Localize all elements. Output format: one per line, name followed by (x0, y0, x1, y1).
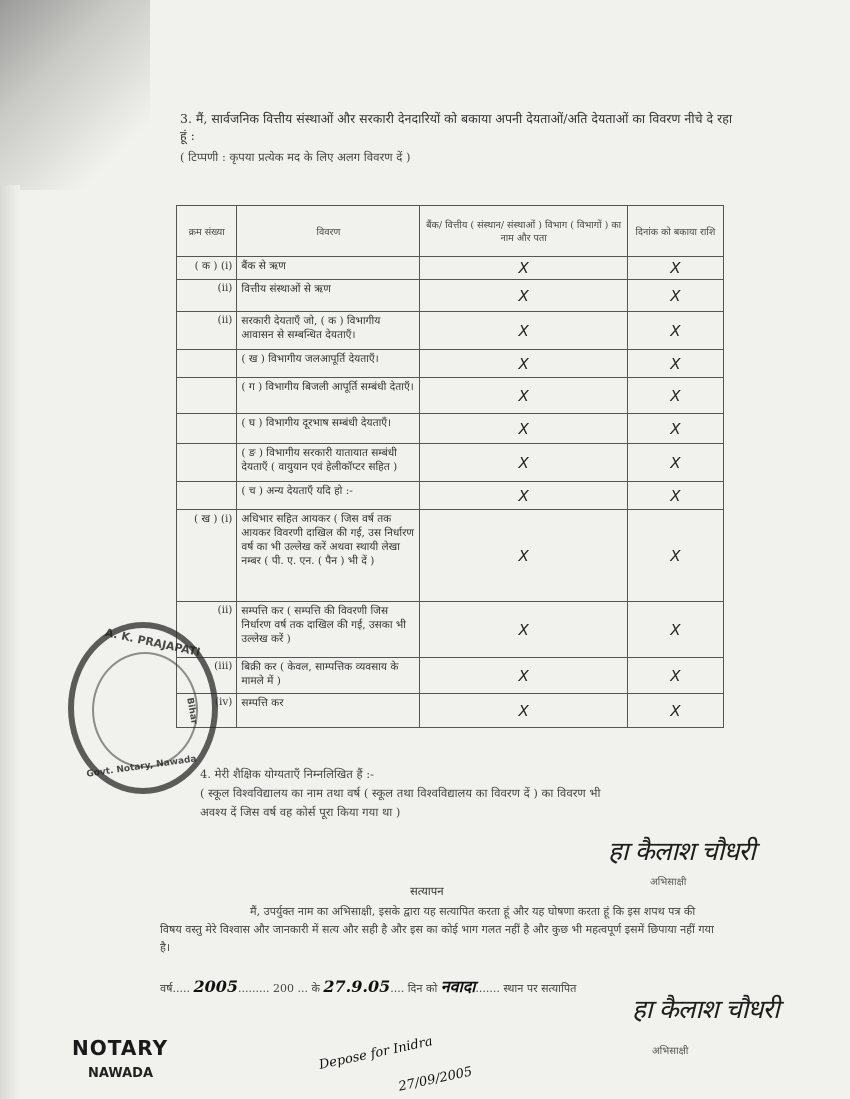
row-serial (177, 414, 237, 444)
seal-bottom-text: Govt. Notary, Nawada (85, 754, 198, 780)
page-fold (0, 185, 20, 1099)
row-bank: X (420, 378, 627, 414)
seal-top-text: A. K. PRAJAPATI (103, 626, 202, 659)
row-description: बैंक से ऋण (237, 257, 420, 280)
liabilities-table (176, 205, 724, 728)
seal-inner-ring (92, 652, 198, 768)
header-description: विवरण (237, 206, 420, 257)
place-label: स्थान पर सत्यापित (503, 982, 577, 995)
table-row (177, 312, 724, 350)
row-amount: X (627, 378, 723, 414)
row-serial (177, 482, 237, 510)
row-amount: X (627, 510, 723, 602)
row-description: सम्पत्ति कर (237, 694, 420, 728)
row-amount: X (627, 658, 723, 694)
section-note: ( टिप्पणी : कृपया प्रत्येक मद के लिए अलग विवरण दें ) (180, 150, 411, 164)
row-bank: X (420, 350, 627, 378)
row-amount: X (627, 694, 723, 728)
education-line-1: 4. मेरी शैक्षिक योग्यताएँ निम्नलिखित हैं :- (200, 767, 374, 781)
row-description: सम्पत्ति कर ( सम्पत्ति की विवरणी जिस निर्धारण वर्ष तक दाखिल की गई, उसका भी उल्लेख करें ) (237, 602, 420, 658)
table-row (177, 482, 724, 510)
table-row (177, 257, 724, 280)
header-serial: क्रम संख्या (177, 206, 237, 257)
education-line-3: अवश्य दें जिस वर्ष वह कोर्स पूरा किया गया था ) (200, 805, 401, 819)
row-serial (177, 444, 237, 482)
row-description: ( ग ) विभागीय बिजली आपूर्ति सम्बंधी देताएँ। (237, 378, 420, 414)
scan-shadow (0, 0, 150, 190)
row-description: ( ख ) विभागीय जलआपूर्ति देयताएँ। (237, 350, 420, 378)
education-line-2: ( स्कूल विश्वविद्यालय का नाम तथा वर्ष ( स्कूल तथा विश्वविद्यालय का विवरण दें ) का विवरण भी (200, 786, 601, 800)
place-value: नवादा (440, 977, 476, 996)
row-description: ( ङ ) विभागीय सरकारी यातायात सम्बंधी देयताएँ ( वायुयान एवं हेलीकॉप्टर सहित ) (237, 444, 420, 482)
handwritten-note-line-1: Depose for Inidra (317, 1034, 434, 1073)
row-description: वित्तीय संस्थाओं से ऋण (237, 280, 420, 312)
row-description: बिक्री कर ( केवल, साम्पत्तिक व्यवसाय के मामले में ) (237, 658, 420, 694)
table-row (177, 414, 724, 444)
row-bank: X (420, 257, 627, 280)
row-serial: (ii) (177, 312, 237, 350)
table-row (177, 350, 724, 378)
header-amount: दिनांक को बकाया राशि (627, 206, 723, 257)
row-amount: X (627, 257, 723, 280)
row-serial (177, 350, 237, 378)
table-row (177, 694, 724, 728)
verification-title: सत्यापन (410, 884, 444, 898)
row-serial: ( क ) (i) (177, 257, 237, 280)
row-amount: X (627, 350, 723, 378)
row-bank: X (420, 510, 627, 602)
row-amount: X (627, 444, 723, 482)
row-amount: X (627, 280, 723, 312)
table-row (177, 378, 724, 414)
row-amount: X (627, 602, 723, 658)
year-label: वर्ष (160, 982, 173, 995)
row-serial (177, 378, 237, 414)
handwritten-note-line-2: 27/09/2005 (397, 1064, 474, 1095)
verification-date-line: वर्ष..... 2005......... 200 ... के 27.9.05.... दिन को नवादा....... स्थान पर सत्यापित (160, 977, 577, 996)
deponent-label-2: अभिसाक्षी (652, 1046, 689, 1057)
row-serial: (iii) (177, 658, 237, 694)
table-row (177, 602, 724, 658)
table-row (177, 444, 724, 482)
notary-seal-stamp (68, 622, 218, 794)
row-serial: (iv) (177, 694, 237, 728)
row-description: ( च ) अन्य देयताएँ यदि हो :- (237, 482, 420, 510)
row-bank: X (420, 312, 627, 350)
row-amount: X (627, 414, 723, 444)
notary-stamp-title: NOTARY (72, 1036, 169, 1060)
verification-text: मैं, उपर्युक्त नाम का अभिसाक्षी, इसके द्वारा यह सत्यापित करता हूं और यह घोषणा करता हूं कि इस शपथ पत्र की विषय वस्तु मेरे विश्वास और जानकारी में सत्य और सही है और इस का कोई भाग गलत नहीं है और कुछ भी महत्वपूर्ण इसमें छिपाया नहीं गया है। (160, 905, 714, 954)
row-description: ( घ ) विभागीय दूरभाष सम्बंधी देयताएँ। (237, 414, 420, 444)
education-section (200, 765, 720, 822)
row-bank: X (420, 444, 627, 482)
table-header-row (177, 206, 724, 257)
row-description: सरकारी देयताएँ जो, ( क ) विभागीय आवासन से सम्बन्धित देयताएँ। (237, 312, 420, 350)
deponent-signature-2: हा कैलाश चौधरी (632, 995, 779, 1025)
table-row (177, 280, 724, 312)
seal-side-text: Bihar (184, 696, 199, 726)
table-row (177, 510, 724, 602)
date-value: 27.9.05 (323, 977, 391, 996)
row-amount: X (627, 482, 723, 510)
header-bank: बैंक/ वित्तीय ( संस्थान/ संस्थाओं ) विभाग ( विभागों ) का नाम और पता (420, 206, 627, 257)
deponent-signature-1: हा कैलाश चौधरी (608, 837, 755, 867)
row-bank: X (420, 280, 627, 312)
notary-stamp-sub: NAWADA (88, 1066, 154, 1081)
row-serial: (ii) (177, 280, 237, 312)
row-description: अधिभार सहित आयकर ( जिस वर्ष तक आयकर विवरणी दाखिल की गई, उस निर्धारण वर्ष का भी उल्लेख करें अथवा स्थायी लेखा नम्बर ( पी. ए. एन. ( पैन ) भी दें ) (237, 510, 420, 602)
row-serial: ( ख ) (i) (177, 510, 237, 602)
deponent-label-1: अभिसाक्षी (650, 877, 687, 888)
mid-label: 200 ... के (272, 982, 320, 995)
section-heading: 3. मैं, सार्वजनिक वित्तीय संस्थाओं और सरकारी देनदारियों को बकाया अपनी देयताओं/अति देयताओं का विवरण नीचे दे रहा हूं : (180, 111, 733, 143)
day-label: दिन को (407, 982, 438, 995)
row-bank: X (420, 658, 627, 694)
table-row (177, 658, 724, 694)
row-amount: X (627, 312, 723, 350)
year-value: 2005 (193, 977, 238, 996)
row-serial: (ii) (177, 602, 237, 658)
row-bank: X (420, 482, 627, 510)
row-bank: X (420, 694, 627, 728)
row-bank: X (420, 414, 627, 444)
row-bank: X (420, 602, 627, 658)
